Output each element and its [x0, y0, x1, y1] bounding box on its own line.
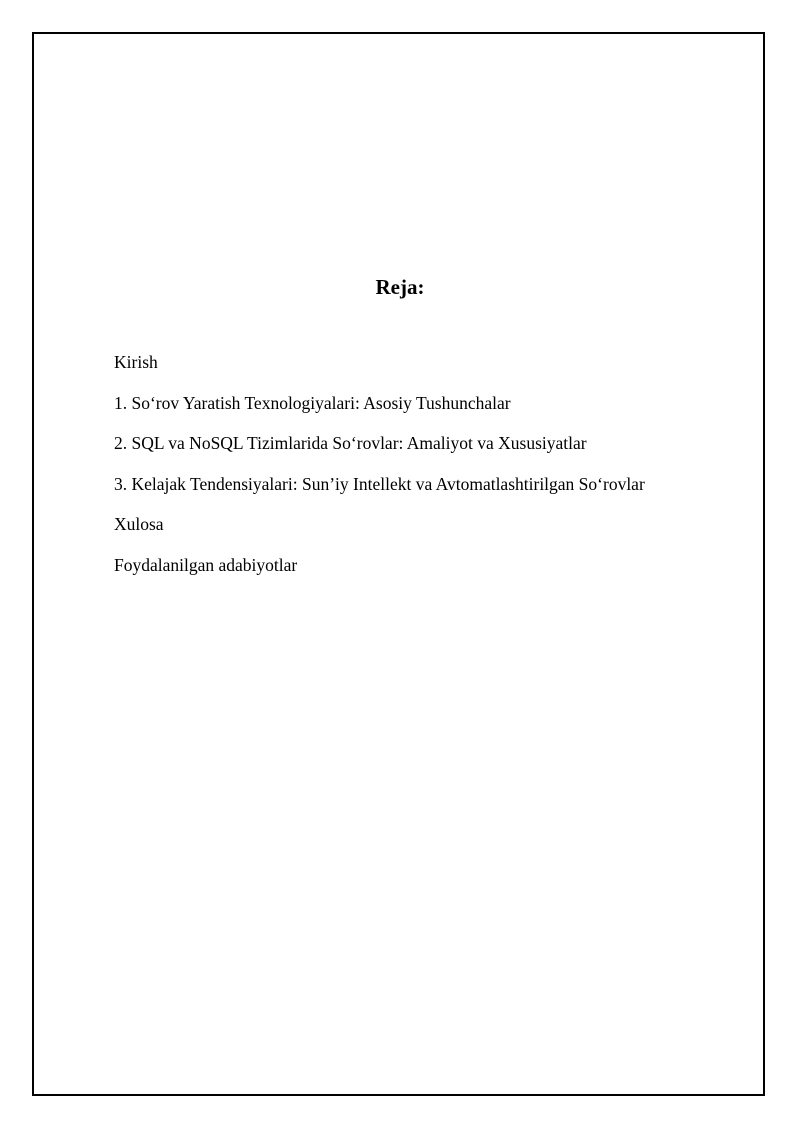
page-title: Reja: — [375, 275, 425, 299]
toc-item-conclusion: Xulosa — [114, 514, 164, 534]
toc-item-chapter-2: 2. SQL va NoSQL Tizimlarida So‘rovlar: Amaliyot va Xususiyatlar — [114, 433, 587, 453]
toc-item-introduction: Kirish — [114, 352, 158, 372]
toc-item-chapter-3: 3. Kelajak Tendensiyalari: Sun’iy Intellekt va Avtomatlashtirilgan So‘rovlar — [114, 473, 645, 494]
toc-item-chapter-1: 1. So‘rov Yaratish Texnologiyalari: Asosiy Tushunchalar — [114, 392, 511, 413]
toc-item-references: Foydalanilgan adabiyotlar — [114, 554, 298, 575]
table-of-contents — [114, 350, 645, 593]
